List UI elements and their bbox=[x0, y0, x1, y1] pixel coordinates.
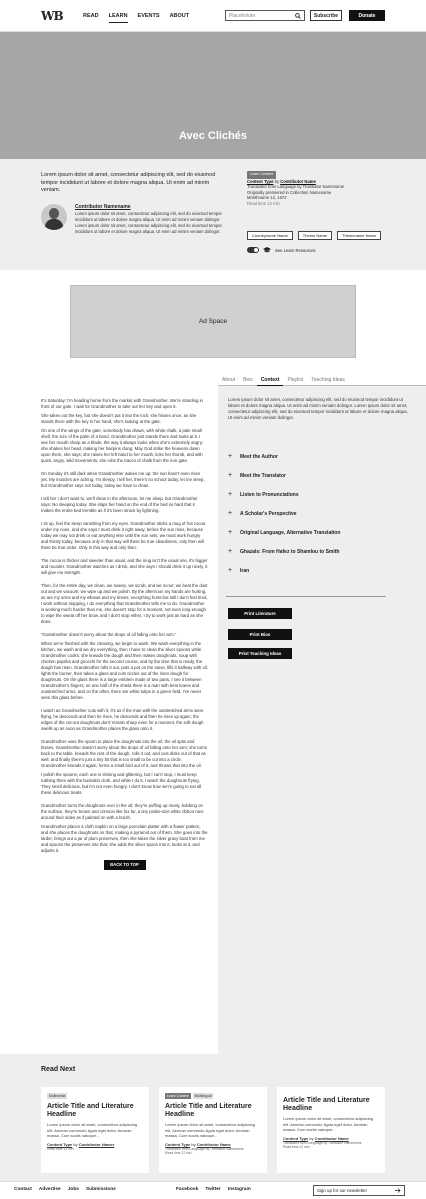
article-paragraph: On one of the wings of the gate, somebody has drawn, with white chalk, a pale small shell, the size of the palm of a hand. Grandmother just stands there and looks at it. I see her mouth sharp as a blade, the way it always looks when she's extremely angry; she shakes her head, making her hairpins clang. May God strike the heavens down upon them, she says; she raises her left hand to her mouth, licks her thumb, and with quick, angry, wild movements, she rubs the traces of chalk from the iron gate. bbox=[41, 428, 204, 463]
card-contributor[interactable]: Contributor Name bbox=[196, 1141, 231, 1147]
content-badge: Learn Content bbox=[247, 171, 276, 179]
tab-about[interactable]: About bbox=[222, 377, 236, 383]
card-by: by bbox=[191, 1141, 196, 1147]
read-next-card[interactable] bbox=[277, 1087, 385, 1173]
accordion-label: Listen to Pronunciations bbox=[240, 491, 299, 498]
plus-icon: + bbox=[228, 567, 233, 574]
social-links bbox=[176, 1187, 251, 1192]
accordion-label: A Scholar's Perspective bbox=[240, 510, 297, 517]
learn-resources-row bbox=[247, 247, 316, 253]
footer-links bbox=[14, 1187, 116, 1192]
themename-pill[interactable]: Themename Name bbox=[337, 231, 381, 240]
print-teaching-ideas-button[interactable]: Print Teaching Ideas bbox=[228, 648, 292, 659]
read-next-card[interactable] bbox=[41, 1087, 149, 1173]
card-title[interactable]: Article Title and Literature Headline bbox=[165, 1103, 252, 1118]
accordion-label: Meet the Translator bbox=[240, 472, 286, 479]
accordion-scholar[interactable] bbox=[228, 510, 408, 517]
search-icon[interactable] bbox=[295, 13, 301, 19]
card-by: by bbox=[73, 1141, 78, 1147]
contributor-name-link[interactable]: Contributor Namename bbox=[75, 204, 131, 210]
donate-button[interactable]: Donate bbox=[349, 10, 385, 21]
learn-resources-toggle[interactable] bbox=[247, 247, 259, 253]
nav-read[interactable]: READ bbox=[83, 13, 99, 19]
content-type-link[interactable]: Content Type bbox=[247, 178, 274, 184]
accordion-pronunciations[interactable] bbox=[228, 491, 408, 498]
card-content-type[interactable]: Content Type bbox=[47, 1141, 73, 1147]
nav-learn[interactable]: LEARN bbox=[109, 13, 128, 23]
accordion-label: Ghazals: From Hafez to Shamlou to Smith bbox=[240, 548, 340, 555]
subscribe-button[interactable]: Subscribe bbox=[310, 10, 342, 21]
site-footer bbox=[0, 1181, 426, 1199]
footer-twitter[interactable]: Twitter bbox=[205, 1187, 221, 1192]
accordion-meet-translator[interactable] bbox=[228, 472, 408, 479]
contributor-bio: Lorem ipsum dolor sit amet, consectetur adipiscing elit, sed do eiusmod tempor incididunt ut labore et dolore magna aliqua. Ut enim ad minim veniam dolingor. Lorem ipsum dolor sit amet, consectetur adipiscing elit, sed do eiusmod tempor incididunt ut labore et dolore magna aliqua. Ut enim ad minim veniam dolingor. bbox=[75, 211, 222, 234]
article-paragraph: It's Saturday; I'm heading home from the market with Grandmother. We're standing in front of our gate. I wait for Grandmother to take out her key and open it. bbox=[41, 398, 203, 409]
article-meta bbox=[247, 171, 387, 206]
site-logo[interactable]: WB bbox=[41, 9, 63, 23]
accordion-meet-author[interactable] bbox=[228, 453, 408, 460]
originally-line: Originally premiered in Collection Namename bbox=[247, 189, 332, 195]
avatar bbox=[41, 204, 67, 230]
ad-label: Ad Space bbox=[198, 318, 228, 325]
article-paragraph: I watch as Grandmother cuts with it; it's as if the man with the outstretched arms were flying, he descends and then he rises, he descends and then he rises up again; the edges of the cut-out doughnuts don't remain sharp even for a moment, the soft dough swells up as soon as Grandmother places the glass onto it. bbox=[41, 708, 204, 731]
card-content-type[interactable]: Content Type bbox=[283, 1135, 309, 1141]
theme-pill[interactable]: Theme Name bbox=[298, 231, 332, 240]
arrow-right-icon[interactable] bbox=[395, 1188, 401, 1193]
nav-events[interactable]: EVENTS bbox=[137, 13, 160, 19]
hero-banner bbox=[0, 32, 426, 159]
article-body bbox=[41, 398, 208, 870]
article-paragraph: Then, for the entire day, we clean, we sweep, we scrub, and we scour; we beat the dust out and we vacuum; we wipe up and we polish. By the afternoon my hands are hurting, as are my arms and my elbows and my knees; everything hurts but still I don't feel tired, I work without stopping, I do everything that Grandmother tells me to do. Grandmother is working much harder than me, she doesn't stop for a moment, not even long enough to wipe the sweat off her brow, and I don't stop either, I try to work just as hard as she does. bbox=[41, 583, 208, 624]
newsletter-label: Sign up for our newsletter bbox=[317, 1188, 368, 1193]
contributor-link[interactable]: Contributor Name bbox=[280, 178, 316, 184]
footer-advertise[interactable]: Advertise bbox=[38, 1187, 61, 1192]
footer-facebook[interactable]: Facebook bbox=[176, 1187, 199, 1192]
article-paragraph: On Sunday it's still dark when Grandmother wakes me up; the sun hasn't even risen yet. My muscles are aching, I'm sleepy, I tell her, there's no school today, let me sleep, but Grandmother says not today, today we have to clean. bbox=[41, 471, 205, 488]
country-pill[interactable]: Countryname Name bbox=[247, 231, 293, 240]
sidebar-divider bbox=[226, 596, 386, 597]
card-contributor[interactable]: Contributor Name bbox=[314, 1135, 349, 1141]
sidebar-intro: Lorem ipsum dolor sit amet, consectetur adipiscing elit, sed do eiusmod tempor incididunt ut labore et dolore magna aliqua. Ut enim ad minim veniam dolingor. Lorem ipsum dolor sit amet, consectetur adipiscing elit, sed do eiusmod tempor incididunt ut labore et dolore magna aliqua. Ut enim ad minim veniam dolingor. bbox=[228, 397, 408, 420]
plus-icon: + bbox=[228, 510, 233, 517]
card-desc: Lorem ipsum dolor sit amet, consectetur adipiscing elit. Aenean commodo ligula eget dolor. Aenean massa. Cum sociis natoque... bbox=[283, 1116, 374, 1132]
card-contributor[interactable]: Contributor Namer bbox=[78, 1141, 115, 1147]
accordion-label: Original Language, Alternative Translation bbox=[240, 529, 341, 536]
nav-about[interactable]: ABOUT bbox=[169, 13, 190, 19]
read-next-section bbox=[0, 1054, 426, 1181]
pull-quote: “Grandmother doesn't worry about the drops of oil falling onto her arm.” bbox=[41, 632, 177, 637]
accordion-label: Iran bbox=[240, 567, 250, 574]
article-paragraph: I sit up, feel the sleep vanishing from my eyes. Grandmother sticks a mug of hot cocoa under my nose, and she says I must drink it right away, before the sun rises, because today we may not drink or eat anything else until the sun sets; we must work hungry and thirsty today, because only in that way will there be true cleanliness, only then will there be true order. Only in this way and only then. bbox=[41, 521, 206, 550]
graduation-cap-icon bbox=[263, 247, 271, 253]
card-title[interactable]: Article Title and Literature Headline bbox=[283, 1097, 370, 1112]
ad-space bbox=[70, 285, 356, 358]
card-desc: Lorem ipsum dolor sit amet, consectetur adipiscing elit. Aenean commodo ligula eget dolor. Aenean massa. Cum sociis natoque... bbox=[165, 1122, 256, 1138]
by-label: by bbox=[274, 178, 280, 184]
card-tags bbox=[165, 1093, 261, 1099]
card-read-time: Read time 12 min. bbox=[47, 1146, 75, 1151]
plus-icon: + bbox=[228, 453, 233, 460]
read-next-title: Read Next bbox=[41, 1066, 76, 1073]
read-time: Read time 12 min. bbox=[247, 200, 281, 206]
footer-submissions[interactable]: Submissions bbox=[85, 1187, 116, 1192]
plus-icon: + bbox=[228, 548, 233, 555]
read-next-card[interactable] bbox=[159, 1087, 267, 1173]
article-paragraph: Grandmother uses the spoon to place the doughnuts into the oil; the oil spits and hisses. Grandmother doesn't worry about the drops of oil falling onto her arm; she turns back to the table, kneads the rest of the dough, rolls it out, and cuts disks out of that as well, and finally there's just a tiny bit that is too small to be cut into a circle. Grandmother kneads it again, forms a small bird out of it, and throws that into the oil. bbox=[41, 739, 207, 768]
card-tags bbox=[47, 1093, 143, 1099]
article-paragraph: She takes out the key, but she doesn't put it into the lock; she hisses once, as she stands there with the key in her hand; she's looking at the gate. bbox=[41, 413, 197, 424]
search-placeholder: Placeholder bbox=[229, 12, 256, 19]
footer-contact[interactable]: Contact bbox=[14, 1187, 32, 1192]
accordion-iran[interactable] bbox=[228, 567, 408, 574]
tab-bios[interactable]: Bios bbox=[243, 377, 253, 383]
tab-context[interactable]: Context bbox=[257, 375, 284, 386]
publish-date: Monthname 12, 1672 bbox=[247, 195, 287, 200]
accordion-ghazals[interactable] bbox=[228, 548, 408, 555]
print-literature-button[interactable]: Print Literature bbox=[228, 608, 292, 619]
tag-pills bbox=[247, 231, 381, 240]
footer-jobs[interactable]: Jobs bbox=[67, 1187, 79, 1192]
card-read-time: Read time 12 min. bbox=[283, 1145, 311, 1149]
newsletter-input[interactable] bbox=[313, 1185, 405, 1196]
card-read-time: Read time 12 min. bbox=[165, 1151, 193, 1155]
page-title: Avec Clichés bbox=[178, 130, 248, 142]
accordion-original-language[interactable] bbox=[228, 529, 408, 536]
card-by: by bbox=[309, 1135, 314, 1141]
context-sidebar bbox=[218, 375, 426, 1054]
card-desc: Lorem ipsum dolor sit amet, consectetur adipiscing elit. Aenean commodo ligula eget dolor. Aenean massa. Cum sociis natoque... bbox=[47, 1122, 138, 1138]
back-to-top-button[interactable]: BACK TO TOP bbox=[104, 860, 146, 870]
intro-section bbox=[0, 159, 426, 270]
article-paragraph: Grandmother places a cloth napkin on a large porcelain platter with a flower pattern, and she places the doughnuts on that, making a pyramid out of them. She goes into the larder, brings out a jar of plum preserves, then she takes the silver gravy boat from me and spoons the preserves into that; she adds the silver spoon into it, looks at it, and adjusts it. bbox=[41, 824, 208, 853]
card-tag: Multilingual bbox=[194, 1094, 212, 1098]
accordion-label: Meet the Author bbox=[240, 453, 278, 460]
card-translated: Translated from Language by Translator Namename bbox=[165, 1146, 244, 1151]
card-translated: Translated from Language by Translator Namename bbox=[283, 1140, 362, 1145]
footer-instagram[interactable]: Instagram bbox=[227, 1187, 251, 1192]
translated-line: Translated from Language by Translator Namename bbox=[247, 184, 345, 189]
card-tag: Learn Content bbox=[167, 1094, 189, 1098]
main-nav bbox=[83, 13, 189, 23]
card-content-type[interactable]: Content Type bbox=[165, 1141, 191, 1147]
site-header bbox=[0, 0, 426, 32]
article-paragraph: Grandmother turns the doughnuts over in the oil; they're puffing up nicely, bobbing on the surface, they're brown and crimson like fox fur, a tiny pinkie-size white ribbon runs around their sides as if painted on with a brush. bbox=[41, 803, 204, 820]
plus-icon: + bbox=[228, 529, 233, 536]
intro-lede: Lorem ipsum dolor sit amet, consectetur adipiscing elit, sed do eiusmod tempor incididunt ut labore et dolore magna aliqua. Ut enim ad minim veniam. bbox=[41, 172, 216, 193]
see-resources-label: See Learn Resources bbox=[275, 247, 316, 253]
article-paragraph: The cocoa is thicker and sweeter than usual, and the mug isn't the usual one, it's bigger and rounder. Grandmother watches as I drink, and she says I should drink it up nicely, it will give me strength. bbox=[41, 558, 208, 575]
article-paragraph: I tell her I don't want to, we'll clean in the afternoon, let me sleep, but Grandmother says: No sleeping today. She slaps her hand on the end of the bed so hard that it makes the entire bed tremble as if it's been struck by lightning. bbox=[41, 496, 198, 513]
card-tag: Multimedia bbox=[49, 1094, 66, 1098]
sidebar-tabs bbox=[218, 375, 426, 386]
article-paragraph: I polish the spoons; each one is shining and glittering, but I can't stop, I must keep rubbing them with the buckskin cloth, and while I do it, I watch the doughnuts frying. They smell delicious, but I'm not even hungry. I don't know how we're going to eat all these delicious treats. bbox=[41, 772, 202, 795]
plus-icon: + bbox=[228, 491, 233, 498]
search-input[interactable] bbox=[225, 10, 305, 21]
article-paragraph: When we're finished with the cleaning, we begin to wash. We wash everything in the kitchen, we wash and we dry everything, then I have to clean the silver spoons while Grandmother cooks; she kneads the dough and then makes doughnuts, soup with chicken paprika and gnocchi for the second course, and by the time that is ready, the dough has risen. Grandmother rolls it out, puts a pot on the stove, fills it halfway with oil, lights the burner, then takes a glass and cuts circles out of the risen dough for doughnuts. On the glass there is a large emblem made of two parts, I see it between Grandmother's fingers; on one half of the shield there is a man with bent knees and outstretched arms, and on the other, there are white tulips in a green field. I've never seen this glass before. bbox=[41, 641, 208, 700]
plus-icon: + bbox=[228, 472, 233, 479]
print-bios-button[interactable]: Print Bios bbox=[228, 629, 292, 640]
card-title[interactable]: Article Title and Literature Headline bbox=[47, 1103, 134, 1118]
tab-teaching-ideas[interactable]: Teaching Ideas bbox=[311, 377, 345, 383]
tab-playlist[interactable]: Playlist bbox=[287, 377, 304, 383]
